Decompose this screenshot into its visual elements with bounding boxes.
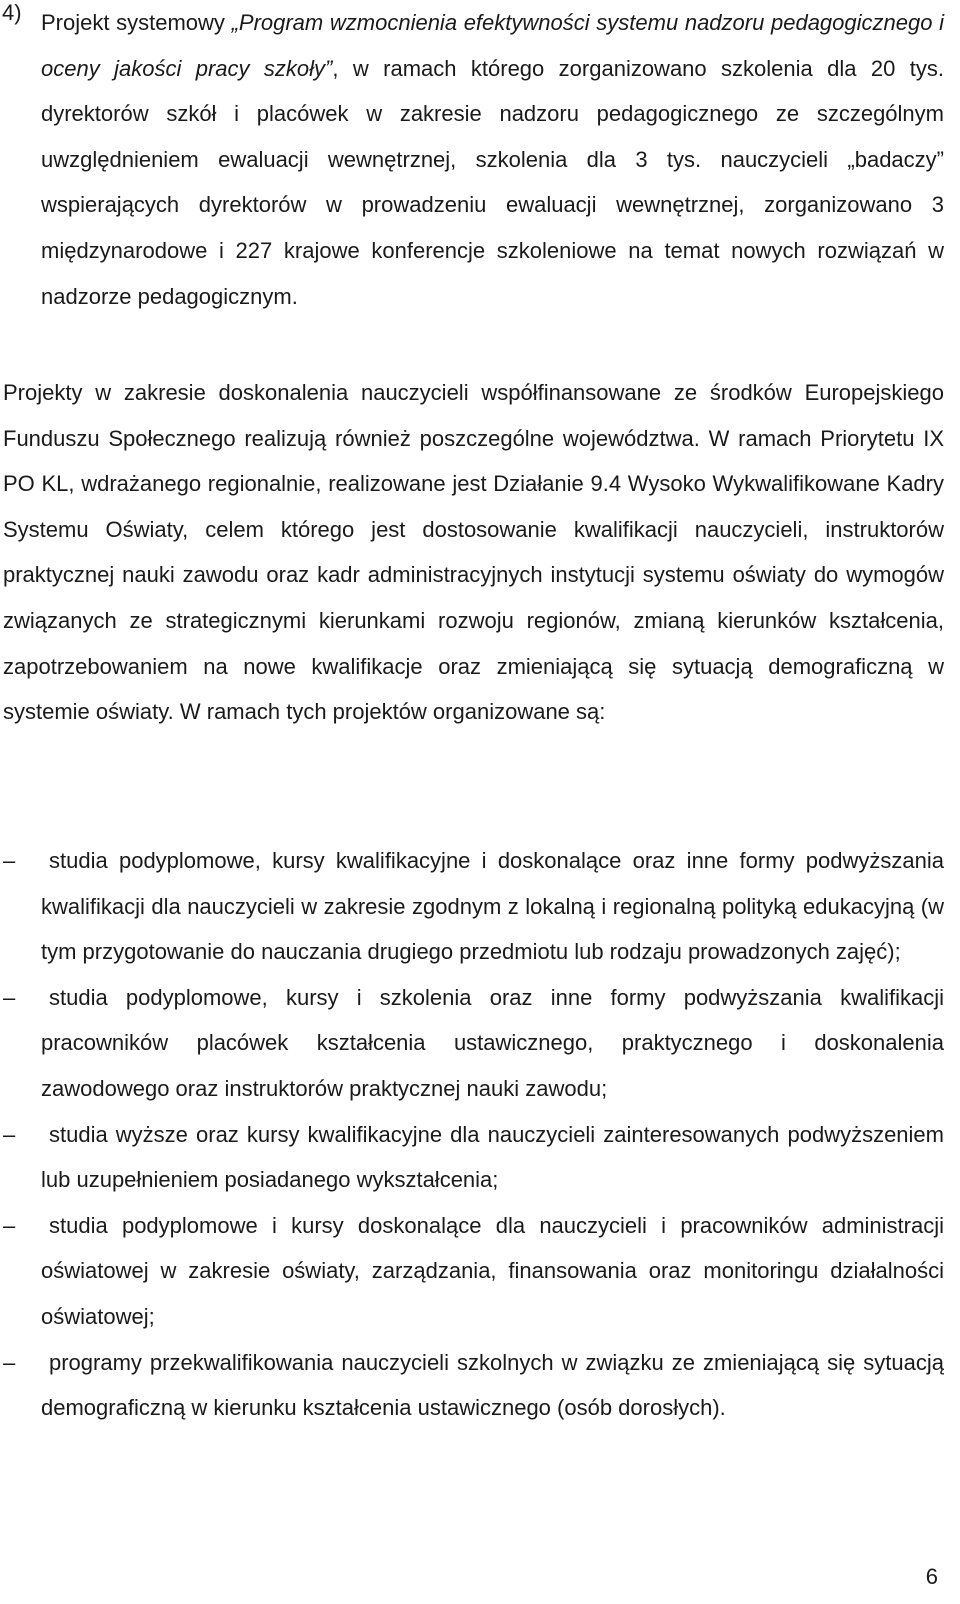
list-item-4 [0,0,944,319]
item-4-paragraph [0,0,944,319]
list-item-text: programy przekwalifikowania nauczycieli szkolnych w związku ze zmieniającą się sytuacją demograficzną w kierunku kształcenia ustawicznego (osób dorosłych). [41,1349,944,1421]
list-item-text: studia podyplomowe, kursy i szkolenia oraz inne formy podwyższania kwalifikacji pracowników placówek kształcenia ustawicznego, praktycznego i doskonalenia zawodowego oraz instruktorów praktycznej nauki zawodu; [41,984,944,1101]
list-item-text: studia podyplomowe, kursy kwalifikacyjne i doskonalące oraz inne formy podwyższania kwalifikacji dla nauczycieli w zakresie zgodnym z lokalną i regionalną polityką edukacyjną (w tym przygotowanie do nauczania drugiego przedmiotu lub rodzaju prowadzonych zajęć); [41,848,944,965]
list-item [0,1203,944,1340]
dash-list [0,838,944,1431]
dash-bullet: – [3,1121,16,1147]
intro-paragraph: Projekty w zakresie doskonalenia nauczycieli współfinansowane ze środków Europejskiego Funduszu Społecznego realizują również poszczególne województwa. W ramach Priorytetu IX PO KL, wdrażanego regionalnie, realizowane jest Działanie 9.4 Wysoko Wykwalifikowane Kadry Systemu Oświaty, celem którego jest dostosowanie kwalifikacji nauczycieli, instruktorów praktycznej nauki zawodu oraz kadr administracyjnych instytucji systemu oświaty do wymogów związanych ze strategicznymi kierunkami rozwoju regionów, zmianą kierunków kształcenia, zapotrzebowaniem na nowe kwalifikacje oraz zmieniającą się sytuacją demograficzną w systemie oświaty. W ramach tych projektów organizowane są: [3,380,944,725]
dash-bullet: – [3,984,16,1010]
list-item [0,838,944,975]
item-number: 4) [2,0,22,25]
list-item [0,1340,944,1431]
dash-bullet: – [3,1349,16,1375]
item-4-lead-text: Projekt systemowy [41,10,232,35]
list-item-text: studia podyplomowe i kursy doskonalące dla nauczycieli i pracowników administracji oświatowej w zakresie oświaty, zarządzania, finansowania oraz monitoringu działalności oświatowej; [41,1212,944,1329]
list-item [0,1112,944,1203]
item-4-body-text: , w ramach którego zorganizowano szkolenia dla 20 tys. dyrektorów szkół i placówek w zakresie nadzoru pedagogicznego ze szczególnym uwzględnieniem ewaluacji wewnętrznej, szkolenia dla 3 tys. nauczycieli „badaczy” wspierających dyrektorów w prowadzeniu ewaluacji wewnętrznej, zorganizowano 3 międzynarodowe i 227 krajowe konferencje szkoleniowe na temat nowych rozwiązań w nadzorze pedagogicznym. [41,55,944,309]
project-title: „Program wzmocnienia efektywności systemu nadzoru pedagogicznego i oceny jakości pracy szkoły” [41,10,944,81]
page-number: 6 [925,1564,938,1589]
list-item-text: studia wyższe oraz kursy kwalifikacyjne dla nauczycieli zainteresowanych podwyższeniem lub uzupełnieniem posiadanego wykształcenia; [41,1121,944,1193]
list-item [0,975,944,1112]
dash-bullet: – [3,1212,16,1238]
dash-bullet: – [3,848,16,873]
